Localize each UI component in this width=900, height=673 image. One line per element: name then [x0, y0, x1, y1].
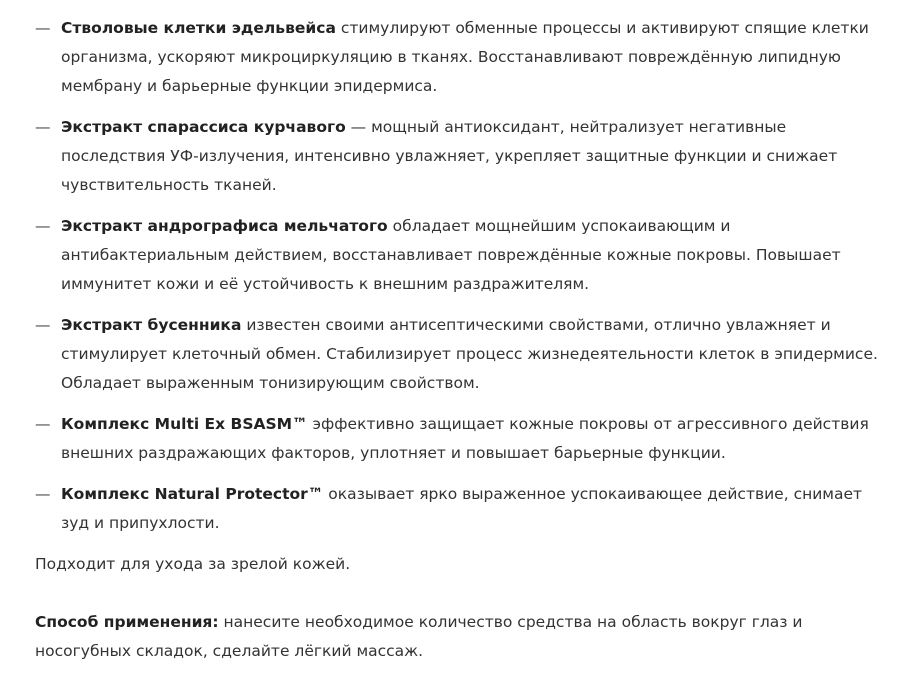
- list-item: [35, 14, 885, 101]
- dash-bullet: —: [35, 118, 51, 136]
- ingredient-description: стимулируют обменные процессы и активируют спящие клетки организма, ускоряют микроциркуляцию в тканях. Восстанавливают повреждённую липидную мембрану и барьерные функции эпидермиса.: [61, 19, 869, 95]
- list-item: [35, 480, 885, 538]
- list-item: [35, 113, 885, 200]
- ingredient-name: Комплекс Natural Protector™: [61, 485, 324, 503]
- suitability-text: Подходит для ухода за зрелой кожей.: [35, 555, 351, 573]
- ingredient-list: [35, 14, 885, 538]
- ingredient-name: Экстракт бусенника: [61, 316, 242, 334]
- ingredient-description: — мощный антиоксидант, нейтрализует негативные последствия УФ-излучения, интенсивно увлажняет, укрепляет защитные функции и снижает чувствительность тканей.: [61, 118, 838, 194]
- list-item: [35, 311, 885, 398]
- ingredient-description: эффективно защищает кожные покровы от агрессивного действия внешних раздражающих факторов, уплотняет и повышает барьерные функции.: [61, 415, 869, 462]
- product-description: [35, 14, 885, 666]
- dash-bullet: —: [35, 217, 51, 235]
- ingredient-name: Экстракт спарассиса курчавого: [61, 118, 346, 136]
- usage-paragraph: [35, 608, 885, 666]
- ingredient-name: Экстракт андрографиса мельчатого: [61, 217, 388, 235]
- list-item: [35, 212, 885, 299]
- ingredient-name: Стволовые клетки эдельвейса: [61, 19, 336, 37]
- dash-bullet: —: [35, 415, 51, 433]
- ingredient-description: обладает мощнейшим успокаивающим и антибактериальным действием, восстанавливает повреждённые кожные покровы. Повышает иммунитет кожи и её устойчивость к внешним раздражителям.: [61, 217, 841, 293]
- ingredient-name: Комплекс Multi Ex BSASM™: [61, 415, 308, 433]
- usage-text: нанесите необходимое количество средства на область вокруг глаз и носогубных складок, сделайте лёгкий массаж.: [35, 613, 803, 660]
- ingredient-description: оказывает ярко выраженное успокаивающее действие, снимает зуд и припухлости.: [61, 485, 863, 532]
- usage-label: Способ применения:: [35, 613, 219, 631]
- ingredient-description: известен своими антисептическими свойствами, отлично увлажняет и стимулирует клеточный обмен. Стабилизирует процесс жизнедеятельности клеток в эпидермисе. Обладает выраженным тонизирующим свойством.: [61, 316, 878, 392]
- dash-bullet: —: [35, 485, 51, 503]
- list-item: [35, 410, 885, 468]
- dash-bullet: —: [35, 19, 51, 37]
- dash-bullet: —: [35, 316, 51, 334]
